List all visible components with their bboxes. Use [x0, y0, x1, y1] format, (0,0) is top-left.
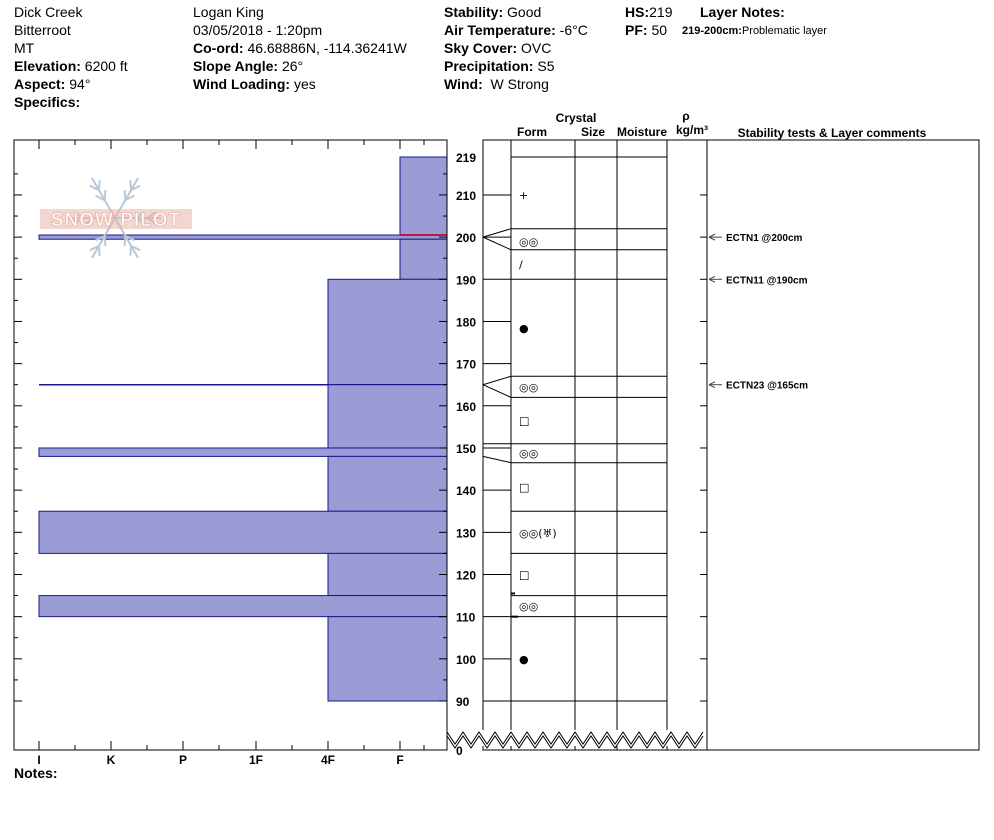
hardness-tick-label-4: 4F — [320, 753, 336, 767]
aspect: Aspect: 94° — [14, 76, 91, 92]
slope-angle: Slope Angle: 26° — [193, 58, 304, 74]
snowflake-branch-5-1-0 — [130, 180, 131, 190]
site-name: Dick Creek — [14, 4, 83, 20]
profile-layer-3 — [328, 279, 447, 384]
wind: Wind: W Strong — [444, 76, 549, 92]
snowflake-branch-1-0-1 — [125, 236, 126, 246]
crystal-form-symbol-8: ◎◎(♅) — [519, 527, 557, 541]
site-state: MT — [14, 40, 35, 56]
crystal-form-symbol-11: ● — [519, 652, 529, 666]
crystal-form-symbol-6: ◎◎ — [519, 447, 539, 461]
pf-value: PF: 50 — [625, 22, 668, 38]
snowflake-branch-1-1-1 — [130, 246, 131, 256]
snowpilot-logo — [40, 178, 192, 258]
crystal-form-symbol-0: + — [519, 188, 529, 202]
header-moisture: Moisture — [616, 125, 668, 139]
hs-value: HS:219 — [625, 4, 673, 20]
layer-connector-3 — [483, 385, 511, 398]
hardness-tick-label-2: P — [178, 753, 188, 767]
coordinates: Co-ord: 46.68886N, -114.36241W — [193, 40, 407, 56]
header-density-unit: kg/m³ — [675, 123, 709, 137]
air-temperature: Air Temperature: -6°C — [444, 22, 588, 38]
hardness-tick-label-5: F — [396, 753, 404, 767]
profile-layer-10 — [39, 596, 447, 617]
depth-tick-label-4: 180 — [456, 315, 477, 330]
depth-tick-label-3: 190 — [456, 273, 477, 288]
precipitation: Precipitation: S5 — [444, 58, 555, 74]
profile-layer-6 — [39, 448, 447, 456]
depth-tick-label-11: 110 — [456, 610, 476, 625]
profile-layer-2 — [400, 239, 447, 279]
layer-connector-5 — [483, 456, 511, 462]
sky-cover: Sky Cover: OVC — [444, 40, 552, 56]
depth-tick-label-9: 130 — [456, 526, 477, 541]
snowflake-branch-2-0-0 — [105, 236, 106, 246]
header-comments: Stability tests & Layer comments — [737, 126, 927, 140]
depth-tick-label-2: 200 — [456, 231, 477, 246]
profile-table-frame — [483, 140, 979, 750]
layer-note: 219-200cm:Problematic layer — [682, 25, 827, 37]
profile-layer-0 — [400, 157, 447, 235]
crystal-form-symbol-7: □ — [519, 480, 530, 494]
specifics: Specifics: — [14, 94, 81, 110]
site-range: Bitterroot — [14, 22, 71, 38]
depth-zero-label: 0 — [456, 744, 463, 758]
snowflake-branch-2-1-0 — [99, 246, 100, 256]
profile-layer-5 — [328, 385, 447, 448]
crystal-form-symbol-10: ◎◎ — [519, 600, 539, 614]
snowflake-branch-5-0-0 — [125, 190, 126, 200]
elevation: Elevation: 6200 ft — [14, 58, 128, 74]
profile-layer-11 — [328, 617, 447, 701]
profile-layer-7 — [328, 456, 447, 511]
hardness-tick-label-3: 1F — [248, 753, 264, 767]
logo-text: SNOW PILOT — [50, 210, 182, 231]
crystal-form-symbol-9: □ — [519, 568, 530, 582]
wind-loading: Wind Loading: yes — [193, 76, 316, 92]
layer-connector-0 — [483, 229, 511, 237]
stability-test-label-1: ECTN11 @190cm — [726, 275, 808, 287]
snowflake-branch-4-1-1 — [99, 180, 100, 190]
layer-notes-title: Layer Notes: — [700, 4, 785, 20]
depth-tick-label-6: 160 — [456, 399, 477, 414]
hardness-tick-label-0: I — [37, 753, 41, 767]
profile-layer-9 — [328, 553, 447, 595]
depth-tick-label-0: 219 — [456, 151, 477, 165]
crystal-form-symbol-5: □ — [519, 414, 530, 428]
crystal-form-symbol-2: / — [519, 258, 523, 272]
snowflake-branch-4-0-1 — [105, 190, 106, 200]
header-size: Size — [580, 125, 606, 139]
header-form: Form — [517, 125, 547, 139]
observer-name: Logan King — [193, 4, 264, 20]
header-rho: ρ — [682, 109, 690, 123]
depth-tick-label-13: 90 — [456, 695, 470, 709]
crystal-form-symbol-4: ◎◎ — [519, 380, 539, 394]
depth-tick-label-8: 140 — [456, 484, 477, 499]
depth-tick-label-1: 210 — [456, 188, 477, 203]
crystal-form-symbol-1: ◎◎ — [519, 235, 539, 249]
hardness-tick-label-1: K — [106, 753, 116, 767]
header-crystal: Crystal — [555, 111, 597, 125]
depth-tick-label-10: 120 — [456, 568, 477, 583]
depth-tick-label-5: 170 — [456, 357, 477, 372]
layer-connector-1 — [483, 237, 511, 250]
profile-layer-8 — [39, 511, 447, 553]
crystal-form-symbol-3: ● — [519, 321, 529, 335]
depth-tick-label-7: 150 — [456, 441, 477, 456]
notes-label: Notes: — [14, 765, 58, 781]
observation-datetime: 03/05/2018 - 1:20pm — [193, 22, 323, 38]
stability-test-label-2: ECTN23 @165cm — [726, 380, 809, 392]
stability-test-label-0: ECTN1 @200cm — [726, 233, 803, 245]
layer-connector-2 — [483, 376, 511, 384]
depth-tick-label-12: 100 — [456, 652, 477, 667]
stability: Stability: Good — [444, 4, 542, 20]
